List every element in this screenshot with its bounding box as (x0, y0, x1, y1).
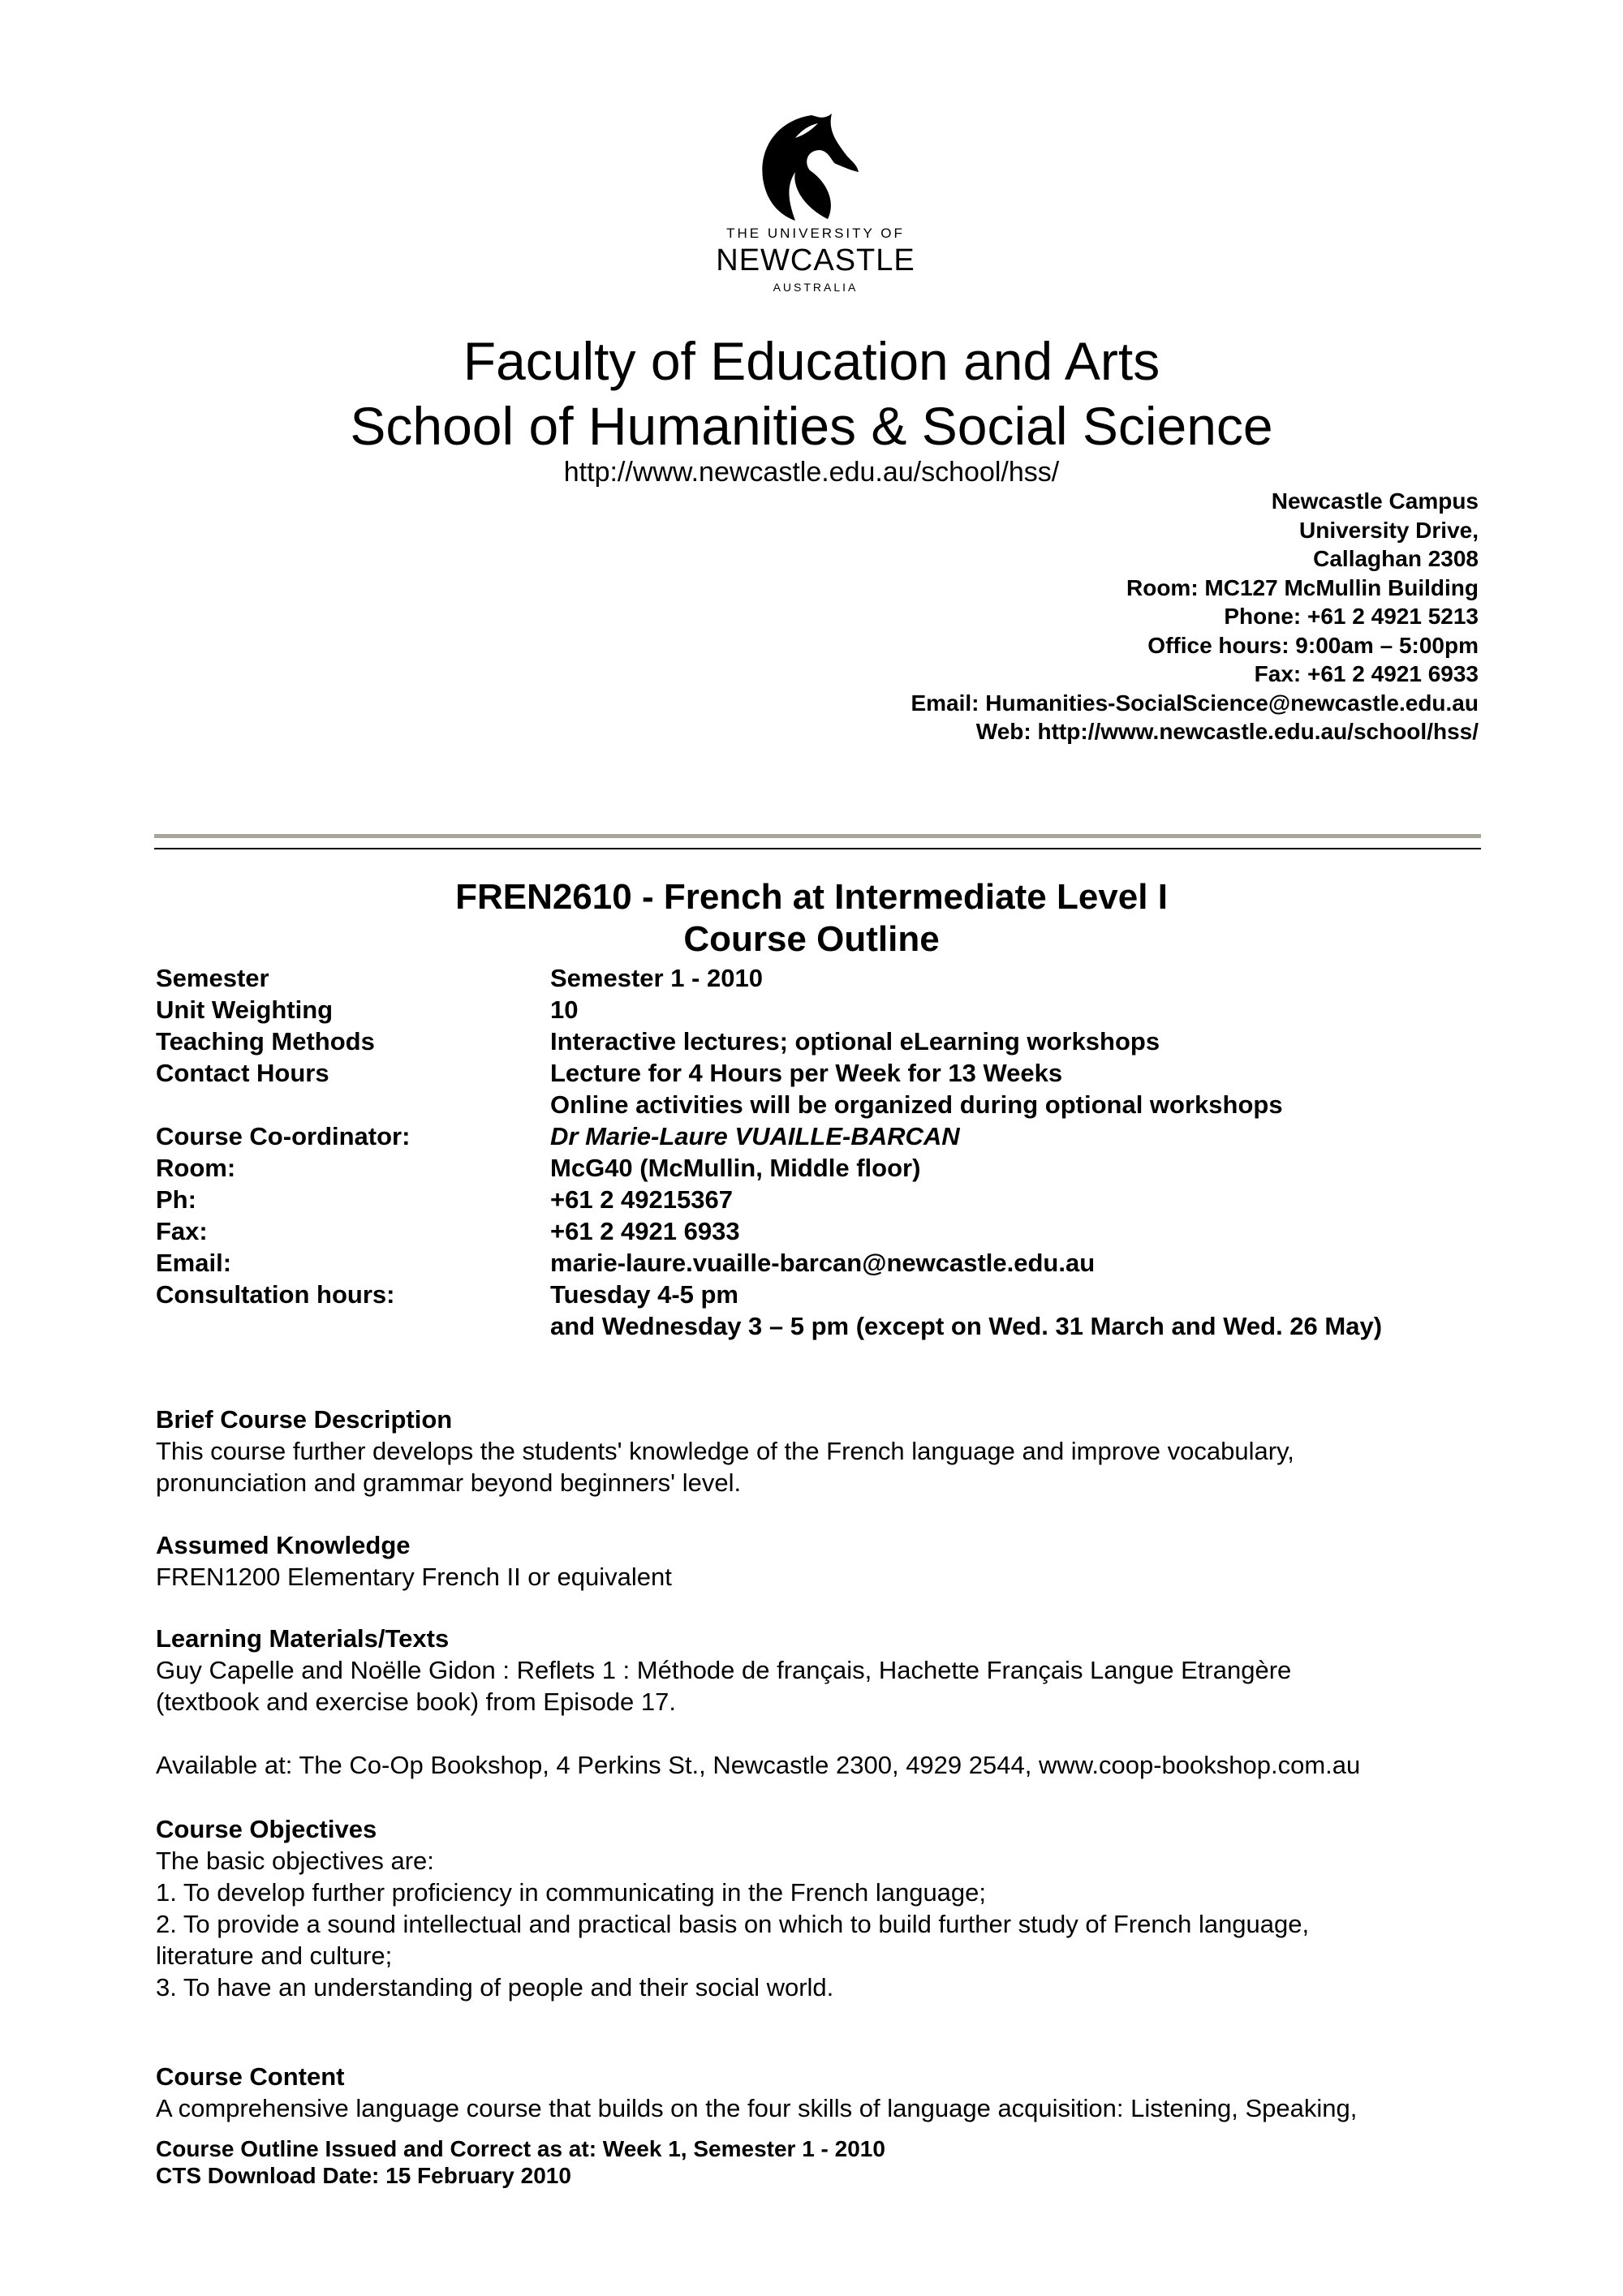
school-heading: School of Humanities & Social Science (350, 396, 1273, 456)
section-heading: Brief Course Description (156, 1405, 453, 1434)
section-text: (textbook and exercise book) from Episode 17. (156, 1688, 677, 1716)
section-learning-materials (156, 1623, 1495, 1781)
section-text: The basic objectives are: (156, 1847, 434, 1875)
section-description (156, 1404, 1495, 1498)
info-value: Semester 1 - 2010 (550, 964, 763, 992)
contact-block (911, 487, 1479, 746)
bookshop-availability: Available at: The Co-Op Bookshop, 4 Perkins St., Newcastle 2300, 4929 2544, www.coop-bookshop.com.au (156, 1751, 1361, 1779)
info-row (156, 1152, 1382, 1184)
school-url-link[interactable]: http://www.newcastle.edu.au/school/hss/ (563, 457, 1060, 488)
contact-line: Newcastle Campus (1271, 488, 1479, 514)
info-value: 10 (550, 995, 579, 1024)
info-row (156, 1057, 1382, 1089)
info-row (156, 1089, 1382, 1120)
section-text: Guy Capelle and Noëlle Gidon : Reflets 1 : Méthode de français, Hachette Français Langue Etrangère (156, 1656, 1292, 1684)
coordinator-name: Dr Marie-Laure VUAILLE-BARCAN (550, 1122, 960, 1150)
section-heading: Course Content (156, 2062, 345, 2091)
section-heading: Learning Materials/Texts (156, 1624, 450, 1653)
info-value: McG40 (McMullin, Middle floor) (550, 1154, 921, 1182)
info-row (156, 1215, 1382, 1247)
info-row (156, 962, 1382, 994)
info-value: and Wednesday 3 – 5 pm (except on Wed. 31 March and Wed. 26 May) (550, 1312, 1383, 1340)
info-value: Lecture for 4 Hours per Week for 13 Weeks (550, 1059, 1063, 1087)
info-key: Semester (156, 964, 269, 992)
info-key: Consultation hours: (156, 1280, 395, 1309)
info-key: Room: (156, 1154, 236, 1182)
contact-line: Fax: +61 2 4921 6933 (1254, 661, 1479, 686)
info-row (156, 1279, 1382, 1310)
logo-line-1: THE UNIVERSITY OF (726, 226, 905, 241)
coordinator-email[interactable]: marie-laure.vuaille-barcan@newcastle.edu.au (550, 1249, 1096, 1277)
info-row (156, 994, 1382, 1025)
info-row (156, 1025, 1382, 1057)
contact-line: Phone: +61 2 4921 5213 (1224, 604, 1479, 629)
section-heading: Assumed Knowledge (156, 1531, 411, 1559)
logo-line-2: NEWCASTLE (716, 243, 915, 277)
contact-line: Callaghan 2308 (1313, 546, 1479, 571)
contact-line: University Drive, (1299, 517, 1479, 543)
info-value: Tuesday 4-5 pm (550, 1280, 739, 1309)
section-content (156, 2061, 1495, 2124)
info-row (156, 1120, 1382, 1152)
course-subtitle: Course Outline (683, 919, 940, 959)
section-text: pronunciation and grammar beyond beginners' level. (156, 1468, 742, 1497)
divider-gray (154, 834, 1481, 838)
info-key: Contact Hours (156, 1059, 329, 1087)
info-value: Online activities will be organized during optional workshops (550, 1090, 1283, 1119)
section-heading: Course Objectives (156, 1815, 377, 1843)
section-text: A comprehensive language course that builds on the four skills of language acquisition: Listening, Speaking, (156, 2094, 1358, 2122)
info-key: Ph: (156, 1185, 196, 1214)
info-key (156, 1089, 550, 1120)
course-info-table (156, 962, 1382, 1342)
contact-line: Office hours: 9:00am – 5:00pm (1147, 632, 1479, 658)
contact-email[interactable]: Email: Humanities-SocialScience@newcastle.edu.au (911, 690, 1479, 716)
section-assumed-knowledge (156, 1529, 1495, 1593)
logo-line-3: AUSTRALIA (773, 281, 859, 294)
info-key (156, 1310, 550, 1342)
footer-issued: Course Outline Issued and Correct as at: Week 1, Semester 1 - 2010 (156, 2136, 885, 2161)
info-value: +61 2 49215367 (550, 1185, 733, 1214)
section-text: FREN1200 Elementary French II or equivalent (156, 1563, 672, 1591)
faculty-heading: Faculty of Education and Arts (463, 331, 1160, 391)
info-row (156, 1184, 1382, 1215)
info-value: Interactive lectures; optional eLearning workshops (550, 1027, 1160, 1056)
horse-head-icon (714, 105, 917, 227)
university-logo (714, 97, 917, 300)
info-row (156, 1247, 1382, 1279)
info-key: Fax: (156, 1217, 208, 1245)
objective-item: literature and culture; (156, 1941, 393, 1970)
info-key: Email: (156, 1249, 232, 1277)
info-value: +61 2 4921 6933 (550, 1217, 740, 1245)
info-row (156, 1310, 1382, 1342)
course-title: FREN2610 - French at Intermediate Level I (455, 877, 1168, 917)
footer-download-date: CTS Download Date: 15 February 2010 (156, 2163, 571, 2188)
objective-item: 2. To provide a sound intellectual and practical basis on which to build further study of French language, (156, 1910, 1310, 1938)
info-key: Unit Weighting (156, 995, 334, 1024)
footer (156, 2135, 885, 2189)
objective-item: 1. To develop further proficiency in communicating in the French language; (156, 1878, 987, 1907)
objective-item: 3. To have an understanding of people and their social world. (156, 1973, 834, 2001)
contact-line: Room: MC127 McMullin Building (1126, 574, 1479, 600)
section-text: This course further develops the students' knowledge of the French language and improve vocabulary, (156, 1437, 1294, 1465)
section-objectives (156, 1813, 1495, 2003)
info-key: Course Co-ordinator: (156, 1122, 411, 1150)
divider-black (154, 848, 1481, 849)
info-key: Teaching Methods (156, 1027, 375, 1056)
contact-web[interactable]: Web: http://www.newcastle.edu.au/school/hss/ (975, 719, 1479, 744)
